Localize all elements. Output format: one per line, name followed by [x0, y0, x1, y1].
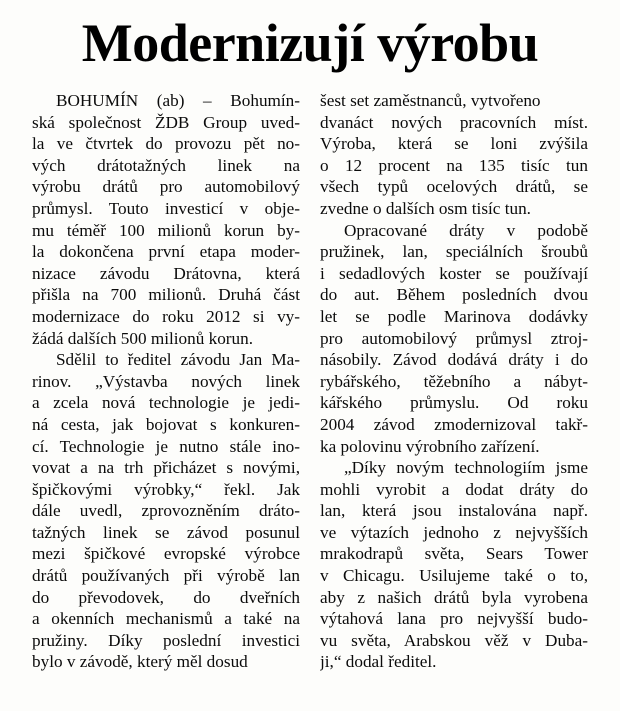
headline: Modernizují výrobu	[81, 13, 539, 73]
article-column-right	[320, 90, 588, 673]
right-column-line: „Díky novým technologiím jsme	[344, 458, 588, 478]
right-column-line: zvedne o dalších osm tisíc tun.	[320, 198, 531, 218]
right-column-line: do aut. Během posledních dvou	[320, 285, 588, 305]
right-column-line: aby z našich drátů byla vyrobena	[320, 587, 588, 607]
right-column-line: kářského průmyslu. Od roku	[320, 393, 588, 413]
left-column-line: bylo v závodě, který měl dosud	[32, 652, 248, 672]
right-column-line: mohli vyrobit a dodat dráty do	[320, 479, 588, 499]
right-column-line: ji,“ dodal ředitel.	[320, 652, 437, 672]
left-column-line: nizace závodu Drátovna, která	[32, 263, 300, 283]
left-column-line: vých drátotažných linek na	[32, 155, 300, 175]
article-column-left	[32, 90, 300, 673]
right-column-line: 2004 závod zmodernizoval takř-	[320, 414, 588, 434]
left-column-line: žádá dalších 500 milionů korun.	[32, 328, 254, 348]
right-column-line: v Chicagu. Usilujeme také o to,	[320, 566, 588, 586]
left-column-line: drátů používaných při výrobě lan	[32, 566, 300, 586]
left-column-line: tažných linek se závod posunul	[32, 522, 300, 542]
left-column-line: cí. Technologie je nutno stále ino-	[32, 436, 300, 456]
left-column-line: vovat a na trh přicházet s novými,	[32, 458, 300, 478]
right-column-line: Opracované dráty v podobě	[344, 220, 588, 240]
right-column-line: výtahová lana pro nejvyšší budo-	[320, 609, 588, 629]
right-column-line: Výroba, která se loni zvýšila	[320, 134, 588, 154]
right-column-line: lan, která jsou instalována např.	[320, 501, 588, 521]
left-column-line: do převodovek, do dveřních	[32, 587, 300, 607]
right-column-line: mrakodrapů světa, Sears Tower	[320, 544, 588, 564]
left-column-line: ná cesta, jak bojovat s konkuren-	[32, 414, 300, 434]
right-column-line: násobily. Závod dodává dráty i do	[320, 350, 588, 370]
left-column-line: Sdělil to ředitel závodu Jan Ma-	[56, 350, 300, 370]
left-column-line: dále uvedl, zprovozněním dráto-	[32, 501, 300, 521]
left-column-line: mezi špičkové evropské výrobce	[32, 544, 300, 564]
right-column-line: let se podle Marinova dodávky	[320, 306, 588, 326]
right-column-line: všech typů ocelových drátů, se	[320, 177, 588, 197]
right-column-line: šest set zaměstnanců, vytvořeno	[320, 91, 541, 110]
right-column-line: i sedadlových koster se používají	[320, 263, 588, 283]
left-column-line: průmysl. Touto investicí v obje-	[32, 198, 300, 218]
left-column-line: BOHUMÍN (ab) – Bohumín-	[56, 91, 300, 110]
right-column-line: o 12 procent na 135 tisíc tun	[320, 155, 588, 175]
right-column-line: ka polovinu výrobního zařízení.	[320, 436, 540, 456]
right-column-line: dvanáct nových pracovních míst.	[320, 112, 588, 132]
right-column-line: rybářského, těžebního a nábyt-	[320, 371, 588, 391]
left-column-line: a zcela nová technologie je jedi-	[32, 393, 300, 413]
left-column-line: špičkovými výrobky,“ řekl. Jak	[32, 479, 300, 499]
right-column-line: vu světa, Arabskou věž v Duba-	[320, 630, 588, 650]
left-column-line: přišla na 700 milionů. Druhá část	[32, 285, 300, 305]
left-column-line: a okenních mechanismů a také na	[32, 609, 300, 629]
left-column-line: výrobu drátů pro automobilový	[32, 177, 300, 197]
right-column-line: pro automobilový průmysl ztroj-	[320, 328, 588, 348]
left-column-line: la ve čtvrtek do provozu pět no-	[32, 134, 300, 154]
left-column-line: mu téměř 100 milionů korun by-	[32, 220, 300, 240]
right-column-line: ve výtazích jednoho z nejvyšších	[320, 522, 588, 542]
left-column-line: pružiny. Díky poslední investici	[32, 630, 300, 650]
left-column-line: ská společnost ŽDB Group uved-	[32, 112, 300, 132]
left-column-line: la dokončena první etapa moder-	[32, 242, 300, 262]
left-column-line: rinov. „Výstavba nových linek	[32, 371, 300, 391]
right-column-line: pružinek, lan, speciálních šroubů	[320, 242, 588, 262]
left-column-line: modernizace do roku 2012 si vy-	[32, 306, 300, 326]
